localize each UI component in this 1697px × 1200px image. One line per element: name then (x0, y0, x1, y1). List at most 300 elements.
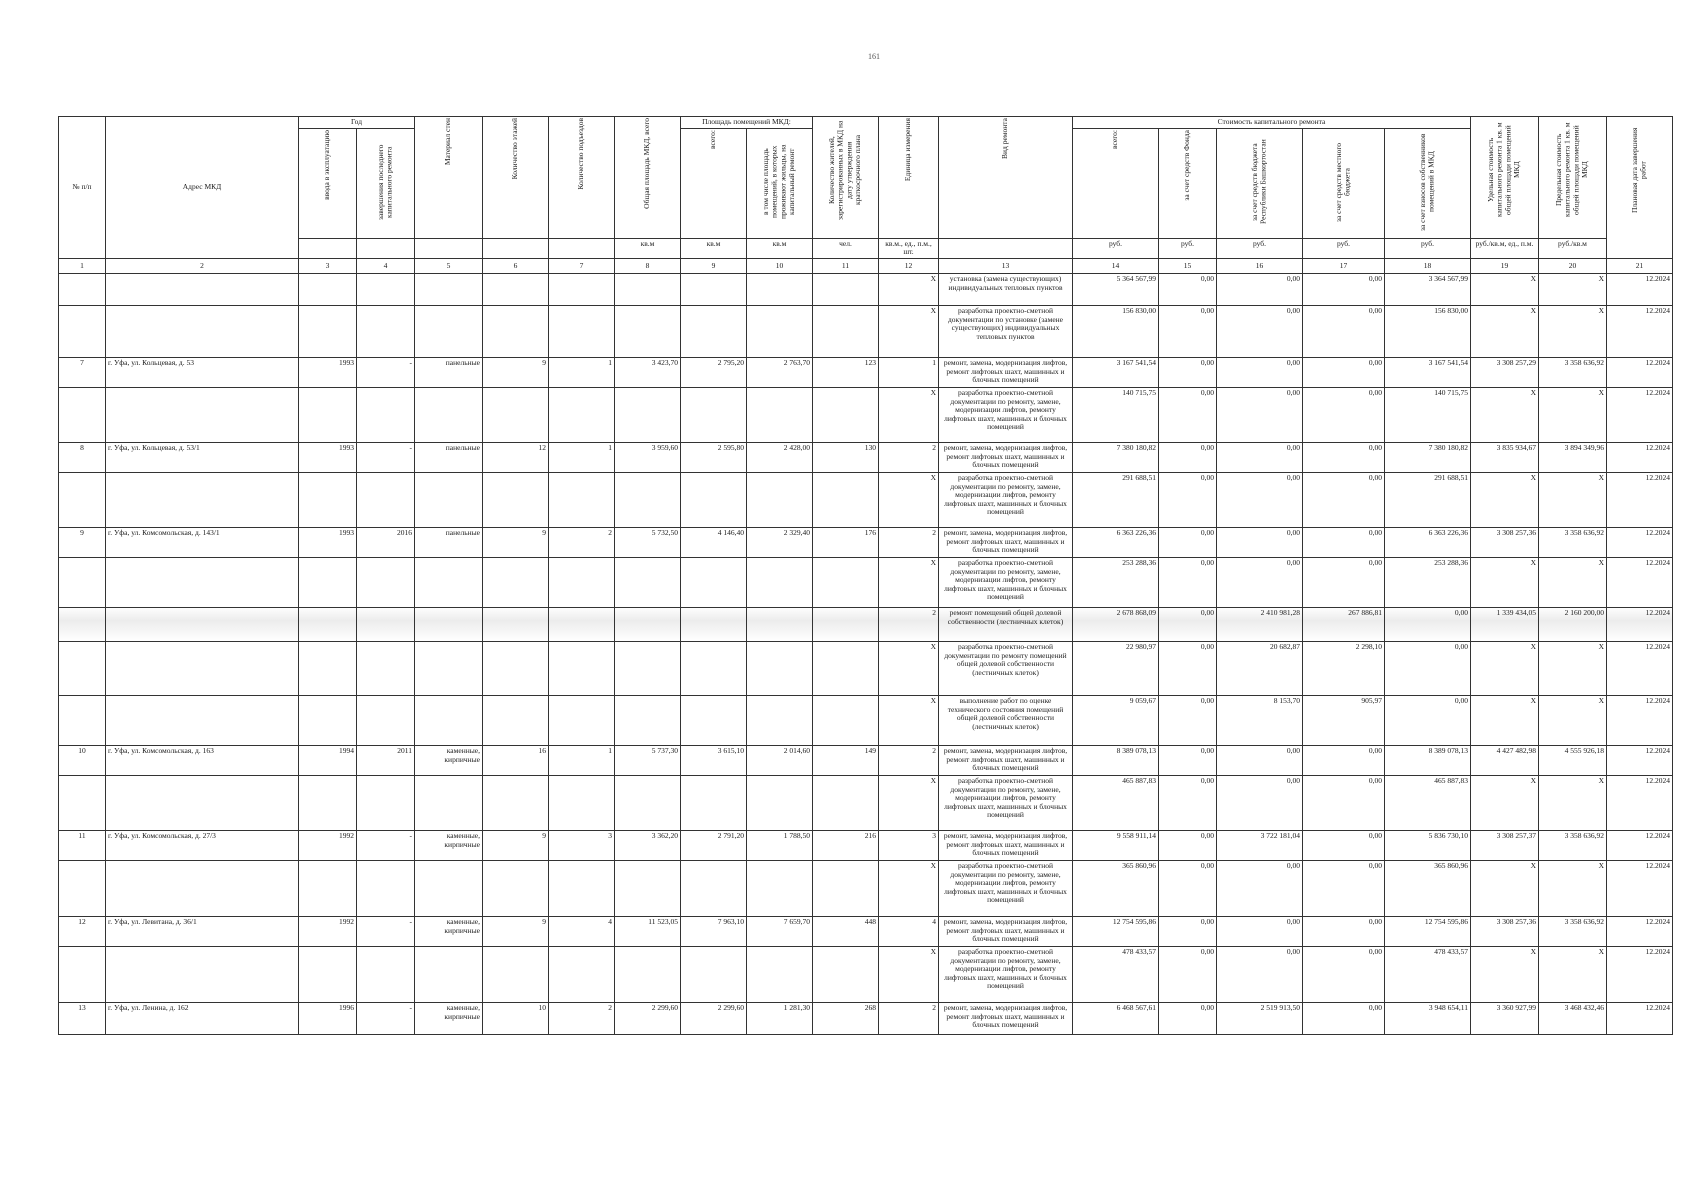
row-address (106, 387, 299, 442)
header-total-area: Общая площадь МКД, всего (615, 117, 681, 239)
column-number: 4 (357, 258, 415, 273)
row-number (59, 695, 106, 745)
column-number: 17 (1303, 258, 1385, 273)
row-floors (483, 472, 549, 527)
row-area-total (681, 607, 747, 641)
row-floors: 10 (483, 1002, 549, 1034)
row-year-last-repair: 2016 (357, 527, 415, 557)
row-cost-local: 0,00 (1303, 472, 1385, 527)
row-entrances: 3 (549, 830, 615, 860)
row-unit: 2 (879, 527, 939, 557)
row-unit-cost: 3 308 257,37 (1471, 830, 1539, 860)
row-year-commissioned: 1992 (299, 830, 357, 860)
row-cost-total: 22 980,97 (1073, 641, 1159, 695)
row-wall-material (415, 695, 483, 745)
row-cost-owners: 253 288,36 (1385, 557, 1471, 607)
row-number: 10 (59, 745, 106, 775)
row-cost-owners: 0,00 (1385, 641, 1471, 695)
row-number (59, 607, 106, 641)
row-year-commissioned (299, 775, 357, 830)
row-entrances (549, 273, 615, 305)
row-unit-cost: X (1471, 472, 1539, 527)
row-cost-local: 905,97 (1303, 695, 1385, 745)
row-cost-total: 5 364 567,99 (1073, 273, 1159, 305)
row-wall-material (415, 557, 483, 607)
row-area-residential (747, 641, 813, 695)
row-cost-republic: 8 153,70 (1217, 695, 1303, 745)
row-address (106, 860, 299, 916)
row-unit: X (879, 472, 939, 527)
row-cost-local: 0,00 (1303, 916, 1385, 946)
row-number: 12 (59, 916, 106, 946)
row-repair-type: ремонт, замена, модернизация лифтов, ремонт лифтовых шахт, машинных и блочных помещений (939, 1002, 1073, 1034)
row-year-commissioned (299, 946, 357, 1002)
row-repair-type: ремонт, замена, модернизация лифтов, ремонт лифтовых шахт, машинных и блочных помещений (939, 357, 1073, 387)
row-cost-fund: 0,00 (1159, 946, 1217, 1002)
row-number (59, 775, 106, 830)
row-area-residential: 1 281,30 (747, 1002, 813, 1034)
row-cost-fund: 0,00 (1159, 695, 1217, 745)
row-area-residential (747, 273, 813, 305)
unit-rub: руб. (1303, 238, 1385, 258)
row-completion-date: 12.2024 (1607, 641, 1673, 695)
header-wall-material: Материал стен (415, 117, 483, 239)
row-cost-local: 0,00 (1303, 273, 1385, 305)
unit-rub: руб. (1159, 238, 1217, 258)
row-residents: 176 (813, 527, 879, 557)
row-entrances: 4 (549, 916, 615, 946)
row-wall-material: панельные (415, 442, 483, 472)
row-completion-date: 12.2024 (1607, 442, 1673, 472)
row-cost-republic: 0,00 (1217, 472, 1303, 527)
header-area-residential: в том числе площадь помещений, в которых проживают жильцы, на капитальный ремонт (747, 129, 813, 239)
row-area-residential (747, 695, 813, 745)
row-area-total (681, 946, 747, 1002)
row-cost-fund: 0,00 (1159, 607, 1217, 641)
row-area-residential: 1 788,50 (747, 830, 813, 860)
row-area-residential (747, 607, 813, 641)
row-cost-total: 291 688,51 (1073, 472, 1159, 527)
header-cost-local: за счет средств местного бюджета (1303, 129, 1385, 239)
unit-people: чел. (813, 238, 879, 258)
unit-empty (299, 238, 357, 258)
table-row (59, 607, 1673, 641)
row-cost-fund: 0,00 (1159, 775, 1217, 830)
row-entrances (549, 387, 615, 442)
header-year-group: Год (299, 117, 415, 129)
row-limit-cost: X (1539, 557, 1607, 607)
row-area-total (681, 472, 747, 527)
row-year-last-repair (357, 607, 415, 641)
unit-rub: руб. (1217, 238, 1303, 258)
row-residents: 149 (813, 745, 879, 775)
row-cost-fund: 0,00 (1159, 442, 1217, 472)
row-address: г. Уфа, ул. Комсомольская, д. 143/1 (106, 527, 299, 557)
row-year-last-repair (357, 472, 415, 527)
row-year-last-repair: - (357, 830, 415, 860)
row-limit-cost: X (1539, 775, 1607, 830)
header-unit-cost: Удельная стоимость капитального ремонта 1 кв. м общей площади помещений МКД (1471, 117, 1539, 239)
row-residents (813, 472, 879, 527)
row-cost-republic: 0,00 (1217, 273, 1303, 305)
column-number: 11 (813, 258, 879, 273)
row-cost-owners: 0,00 (1385, 607, 1471, 641)
row-limit-cost: 3 894 349,96 (1539, 442, 1607, 472)
table-row (59, 641, 1673, 695)
row-cost-local: 0,00 (1303, 745, 1385, 775)
row-number (59, 557, 106, 607)
row-entrances: 1 (549, 745, 615, 775)
row-wall-material (415, 387, 483, 442)
row-area-total: 4 146,40 (681, 527, 747, 557)
row-completion-date: 12.2024 (1607, 607, 1673, 641)
row-unit: X (879, 641, 939, 695)
column-number: 21 (1607, 258, 1673, 273)
row-number: 13 (59, 1002, 106, 1034)
row-year-commissioned (299, 273, 357, 305)
row-wall-material: каменные, кирпичные (415, 916, 483, 946)
row-cost-total: 3 167 541,54 (1073, 357, 1159, 387)
row-unit: 3 (879, 830, 939, 860)
row-residents (813, 946, 879, 1002)
row-cost-fund: 0,00 (1159, 745, 1217, 775)
row-floors (483, 273, 549, 305)
row-entrances (549, 641, 615, 695)
row-limit-cost: 3 358 636,92 (1539, 830, 1607, 860)
row-cost-republic: 3 722 181,04 (1217, 830, 1303, 860)
row-address (106, 305, 299, 357)
row-address: г. Уфа, ул. Комсомольская, д. 163 (106, 745, 299, 775)
row-repair-type: ремонт, замена, модернизация лифтов, ремонт лифтовых шахт, машинных и блочных помещений (939, 916, 1073, 946)
column-number: 8 (615, 258, 681, 273)
row-total-area (615, 860, 681, 916)
column-number: 10 (747, 258, 813, 273)
row-wall-material (415, 273, 483, 305)
header-unit: Единица измерения (879, 117, 939, 239)
row-address (106, 641, 299, 695)
row-entrances: 1 (549, 357, 615, 387)
row-year-last-repair (357, 775, 415, 830)
header-cost-fund: за счет средств Фонда (1159, 129, 1217, 239)
row-year-commissioned (299, 305, 357, 357)
row-cost-total: 9 059,67 (1073, 695, 1159, 745)
row-address: г. Уфа, ул. Ленина, д. 162 (106, 1002, 299, 1034)
row-year-commissioned: 1996 (299, 1002, 357, 1034)
row-limit-cost: 3 358 636,92 (1539, 527, 1607, 557)
header-address: Адрес МКД (106, 117, 299, 259)
row-wall-material: каменные, кирпичные (415, 830, 483, 860)
row-entrances (549, 860, 615, 916)
header-area-total: всего: (681, 129, 747, 239)
row-address: г. Уфа, ул. Левитана, д. 36/1 (106, 916, 299, 946)
row-address (106, 557, 299, 607)
row-unit: 2 (879, 442, 939, 472)
row-entrances: 2 (549, 527, 615, 557)
header-entrances: Количество подъездов (549, 117, 615, 239)
row-residents (813, 305, 879, 357)
row-cost-republic: 0,00 (1217, 916, 1303, 946)
row-residents (813, 641, 879, 695)
row-total-area: 3 362,20 (615, 830, 681, 860)
row-cost-local: 0,00 (1303, 357, 1385, 387)
column-number: 14 (1073, 258, 1159, 273)
row-cost-fund: 0,00 (1159, 273, 1217, 305)
row-entrances (549, 607, 615, 641)
row-area-total (681, 387, 747, 442)
row-floors: 9 (483, 357, 549, 387)
row-cost-fund: 0,00 (1159, 357, 1217, 387)
row-unit-cost: 3 835 934,67 (1471, 442, 1539, 472)
row-cost-total: 8 389 078,13 (1073, 745, 1159, 775)
row-year-last-repair (357, 557, 415, 607)
row-area-total (681, 695, 747, 745)
row-year-last-repair (357, 641, 415, 695)
row-cost-republic: 0,00 (1217, 775, 1303, 830)
row-limit-cost: X (1539, 387, 1607, 442)
row-completion-date: 12.2024 (1607, 1002, 1673, 1034)
header-floors: Количество этажей (483, 117, 549, 239)
table-row (59, 916, 1673, 946)
row-cost-republic: 0,00 (1217, 527, 1303, 557)
row-year-commissioned (299, 607, 357, 641)
unit-measure: кв.м., ед., п.м., шт. (879, 238, 939, 258)
row-area-total (681, 305, 747, 357)
row-entrances (549, 557, 615, 607)
row-completion-date: 12.2024 (1607, 695, 1673, 745)
row-cost-total: 478 433,57 (1073, 946, 1159, 1002)
row-wall-material: каменные, кирпичные (415, 745, 483, 775)
row-completion-date: 12.2024 (1607, 273, 1673, 305)
row-unit: X (879, 305, 939, 357)
row-cost-local: 0,00 (1303, 860, 1385, 916)
row-unit: X (879, 775, 939, 830)
row-cost-local: 0,00 (1303, 1002, 1385, 1034)
row-wall-material (415, 946, 483, 1002)
row-area-total (681, 860, 747, 916)
table-row (59, 527, 1673, 557)
row-address: г. Уфа, ул. Кольцевая, д. 53/1 (106, 442, 299, 472)
row-year-commissioned: 1992 (299, 916, 357, 946)
row-total-area (615, 641, 681, 695)
row-wall-material (415, 775, 483, 830)
row-number (59, 860, 106, 916)
row-cost-local: 0,00 (1303, 775, 1385, 830)
row-cost-republic: 20 682,87 (1217, 641, 1303, 695)
row-repair-type: ремонт помещений общей долевой собственности (лестничных клеток) (939, 607, 1073, 641)
row-year-last-repair (357, 860, 415, 916)
row-completion-date: 12.2024 (1607, 946, 1673, 1002)
row-area-residential (747, 557, 813, 607)
header-number: № п/п (59, 117, 106, 259)
table-row (59, 745, 1673, 775)
row-total-area: 11 523,05 (615, 916, 681, 946)
row-floors (483, 557, 549, 607)
column-number: 3 (299, 258, 357, 273)
row-area-total (681, 557, 747, 607)
row-residents: 448 (813, 916, 879, 946)
row-floors (483, 946, 549, 1002)
row-cost-total: 465 887,83 (1073, 775, 1159, 830)
row-repair-type: ремонт, замена, модернизация лифтов, ремонт лифтовых шахт, машинных и блочных помещений (939, 745, 1073, 775)
row-limit-cost: 3 468 432,46 (1539, 1002, 1607, 1034)
row-repair-type: разработка проектно-сметной документации по ремонту, замене, модернизации лифтов, ремонту лифтовых шахт, машинных и блочных помещений (939, 472, 1073, 527)
row-address: г. Уфа, ул. Комсомольская, д. 27/3 (106, 830, 299, 860)
row-entrances (549, 695, 615, 745)
row-year-commissioned (299, 695, 357, 745)
row-cost-owners: 8 389 078,13 (1385, 745, 1471, 775)
row-completion-date: 12.2024 (1607, 472, 1673, 527)
row-limit-cost: X (1539, 946, 1607, 1002)
unit-rub: руб. (1073, 238, 1159, 258)
table-row (59, 1002, 1673, 1034)
row-entrances (549, 305, 615, 357)
row-cost-fund: 0,00 (1159, 557, 1217, 607)
row-year-commissioned (299, 557, 357, 607)
row-total-area (615, 557, 681, 607)
repair-plan-table (58, 116, 1673, 1035)
row-cost-fund: 0,00 (1159, 305, 1217, 357)
row-cost-owners: 478 433,57 (1385, 946, 1471, 1002)
row-wall-material (415, 641, 483, 695)
row-year-commissioned: 1993 (299, 527, 357, 557)
row-unit-cost: X (1471, 273, 1539, 305)
row-completion-date: 12.2024 (1607, 775, 1673, 830)
header-year-last-repair: завершения последнего капитального ремонта (357, 129, 415, 239)
row-number (59, 641, 106, 695)
row-number (59, 387, 106, 442)
row-cost-total: 6 363 226,36 (1073, 527, 1159, 557)
row-address (106, 775, 299, 830)
header-area-group: Площадь помещений МКД: (681, 117, 813, 129)
row-wall-material: каменные, кирпичные (415, 1002, 483, 1034)
row-total-area (615, 472, 681, 527)
header-cost-group: Стоимость капитального ремонта (1073, 117, 1471, 129)
row-floors (483, 305, 549, 357)
row-residents: 130 (813, 442, 879, 472)
row-year-last-repair (357, 273, 415, 305)
header-limit-cost: Предельная стоимость капитального ремонта 1 кв. м общей площади помещений МКД (1539, 117, 1607, 239)
unit-rub: руб. (1385, 238, 1471, 258)
row-entrances: 2 (549, 1002, 615, 1034)
row-address (106, 273, 299, 305)
row-cost-total: 253 288,36 (1073, 557, 1159, 607)
row-cost-republic: 0,00 (1217, 387, 1303, 442)
row-residents (813, 695, 879, 745)
row-area-total (681, 641, 747, 695)
row-number: 8 (59, 442, 106, 472)
row-year-commissioned: 1994 (299, 745, 357, 775)
row-total-area (615, 695, 681, 745)
row-wall-material: панельные (415, 357, 483, 387)
row-number: 9 (59, 527, 106, 557)
row-address (106, 946, 299, 1002)
row-cost-republic: 0,00 (1217, 557, 1303, 607)
row-cost-local: 0,00 (1303, 946, 1385, 1002)
row-floors (483, 387, 549, 442)
row-year-last-repair (357, 305, 415, 357)
row-residents: 123 (813, 357, 879, 387)
row-completion-date: 12.2024 (1607, 860, 1673, 916)
row-area-total: 2 299,60 (681, 1002, 747, 1034)
row-area-residential (747, 860, 813, 916)
row-cost-owners: 3 364 567,99 (1385, 273, 1471, 305)
row-limit-cost: X (1539, 860, 1607, 916)
row-total-area: 5 737,30 (615, 745, 681, 775)
row-address (106, 695, 299, 745)
header-cost-owners: за счет взносов собственников помещений в МКД (1385, 129, 1471, 239)
row-cost-republic: 0,00 (1217, 946, 1303, 1002)
row-residents (813, 775, 879, 830)
unit-area: кв.м (615, 238, 681, 258)
row-total-area: 2 299,60 (615, 1002, 681, 1034)
row-residents: 268 (813, 1002, 879, 1034)
row-floors (483, 775, 549, 830)
row-unit-cost: X (1471, 946, 1539, 1002)
row-area-total: 7 963,10 (681, 916, 747, 946)
row-cost-total: 12 754 595,86 (1073, 916, 1159, 946)
row-residents (813, 860, 879, 916)
row-unit: X (879, 860, 939, 916)
unit-rub-per: руб./кв.м (1539, 238, 1607, 258)
row-cost-fund: 0,00 (1159, 1002, 1217, 1034)
row-year-last-repair (357, 946, 415, 1002)
row-unit-cost: X (1471, 387, 1539, 442)
row-cost-owners: 12 754 595,86 (1385, 916, 1471, 946)
row-area-total: 2 595,80 (681, 442, 747, 472)
row-completion-date: 12.2024 (1607, 527, 1673, 557)
column-number: 12 (879, 258, 939, 273)
row-year-last-repair: 2011 (357, 745, 415, 775)
row-limit-cost: X (1539, 273, 1607, 305)
row-area-residential: 2 329,40 (747, 527, 813, 557)
row-wall-material (415, 860, 483, 916)
row-unit: X (879, 557, 939, 607)
row-total-area: 3 423,70 (615, 357, 681, 387)
row-cost-republic: 2 410 981,28 (1217, 607, 1303, 641)
row-residents (813, 557, 879, 607)
row-cost-fund: 0,00 (1159, 527, 1217, 557)
column-number: 2 (106, 258, 299, 273)
row-cost-local: 0,00 (1303, 442, 1385, 472)
row-area-total (681, 775, 747, 830)
row-floors: 9 (483, 527, 549, 557)
row-year-commissioned (299, 387, 357, 442)
row-floors: 16 (483, 745, 549, 775)
row-unit: 2 (879, 745, 939, 775)
row-unit: 1 (879, 357, 939, 387)
row-cost-total: 6 468 567,61 (1073, 1002, 1159, 1034)
row-unit-cost: X (1471, 641, 1539, 695)
row-area-residential: 2 014,60 (747, 745, 813, 775)
row-cost-owners: 465 887,83 (1385, 775, 1471, 830)
header-cost-total: всего: (1073, 129, 1159, 239)
row-floors (483, 607, 549, 641)
row-repair-type: ремонт, замена, модернизация лифтов, ремонт лифтовых шахт, машинных и блочных помещений (939, 830, 1073, 860)
row-area-residential (747, 472, 813, 527)
unit-empty (415, 238, 483, 258)
column-number: 18 (1385, 258, 1471, 273)
table-row (59, 860, 1673, 916)
row-cost-total: 2 678 868,09 (1073, 607, 1159, 641)
row-cost-local: 0,00 (1303, 305, 1385, 357)
row-limit-cost: 3 358 636,92 (1539, 916, 1607, 946)
row-unit-cost: X (1471, 860, 1539, 916)
table-row (59, 273, 1673, 305)
table-row (59, 946, 1673, 1002)
unit-area: кв.м (747, 238, 813, 258)
row-year-commissioned (299, 860, 357, 916)
row-unit: X (879, 387, 939, 442)
